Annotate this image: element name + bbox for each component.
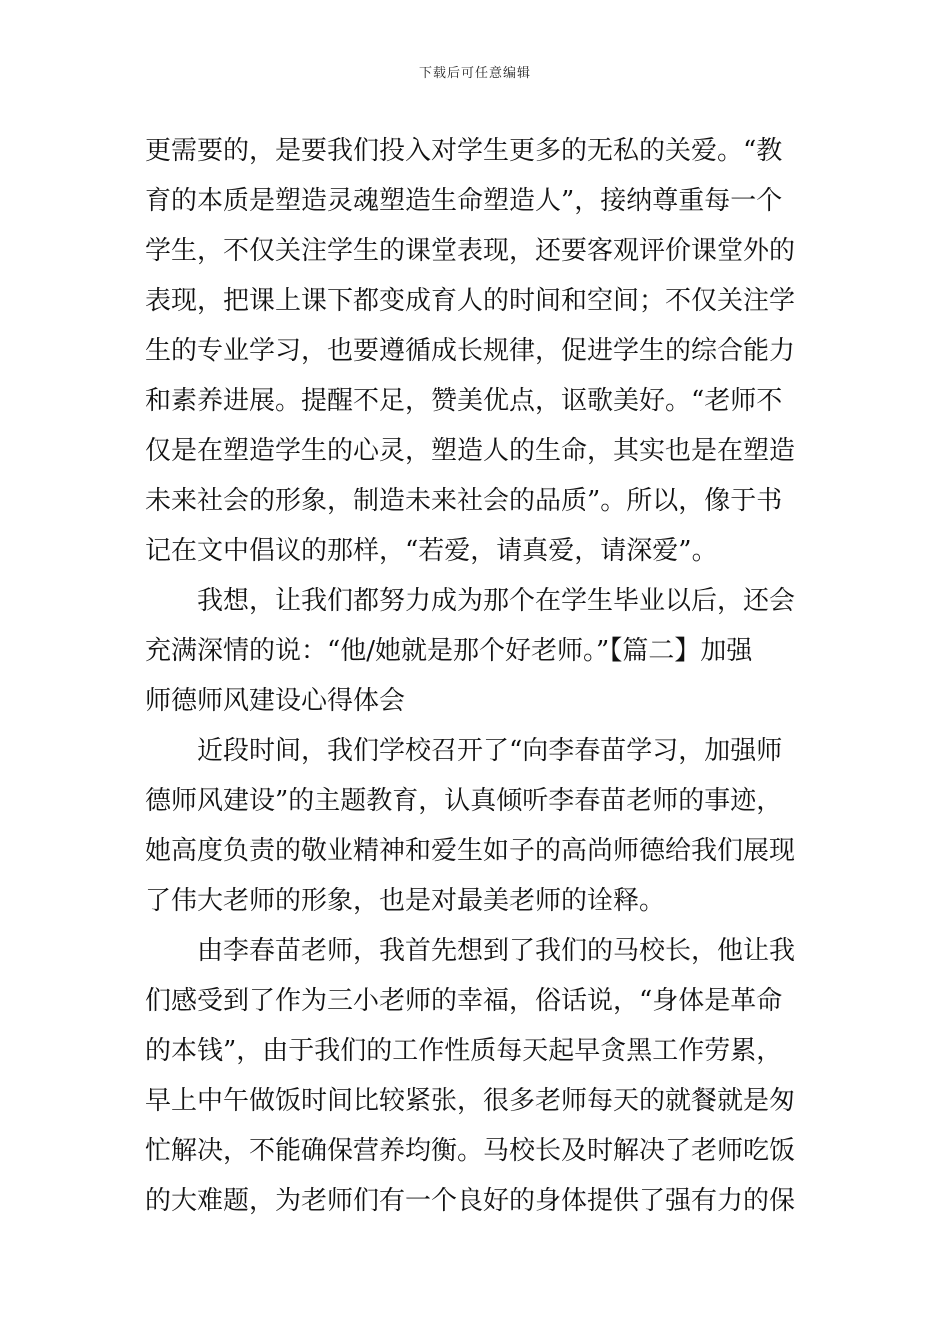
text-line: 的大难题，为老师们有一个良好的身体提供了强有力的保 [145, 1186, 796, 1216]
text-line: 充满深情的说：“他/她就是那个好老师。”【篇二】加强 [145, 636, 753, 666]
text-line: 师德师风建设心得体会 [145, 686, 406, 716]
text-line: 忙解决，不能确保营养均衡。马校长及时解决了老师吃饭 [145, 1136, 796, 1166]
text-line: 们感受到了作为三小老师的幸福，俗话说，“身体是革命 [145, 986, 783, 1016]
text-line: 她高度负责的敬业精神和爱生如子的高尚师德给我们展现 [145, 836, 796, 866]
text-line: 表现，把课上课下都变成育人的时间和空间；不仅关注学 [145, 286, 796, 316]
paragraph-start-line: 近段时间，我们学校召开了“向李春苗学习，加强师 [197, 736, 783, 766]
text-line: 记在文中倡议的那样，“若爱，请真爱，请深爱”。 [145, 536, 718, 566]
page-header-note: 下载后可任意编辑 [418, 66, 531, 81]
paragraph-start-line: 我想，让我们都努力成为那个在学生毕业以后，还会 [197, 586, 796, 616]
text-line: 学生，不仅关注学生的课堂表现，还要客观评价课堂外的 [145, 236, 796, 266]
paragraph-start-line: 由李春苗老师，我首先想到了我们的马校长，他让我 [197, 936, 796, 966]
text-line: 德师风建设”的主题教育，认真倾听李春苗老师的事迹， [145, 786, 783, 816]
text-line: 生的专业学习，也要遵循成长规律，促进学生的综合能力 [145, 336, 796, 366]
document-body [145, 126, 820, 1226]
text-line: 的本钱”，由于我们的工作性质每天起早贪黑工作劳累， [145, 1036, 783, 1066]
text-line: 未来社会的形象，制造未来社会的品质”。所以，像于书 [145, 486, 783, 516]
text-line: 早上中午做饭时间比较紧张，很多老师每天的就餐就是匆 [145, 1086, 796, 1116]
text-line: 仅是在塑造学生的心灵，塑造人的生命，其实也是在塑造 [145, 436, 796, 466]
text-line: 了伟大老师的形象，也是对最美老师的诠释。 [145, 886, 666, 916]
text-line: 更需要的，是要我们投入对学生更多的无私的关爱。“教 [145, 136, 783, 166]
text-line: 育的本质是塑造灵魂塑造生命塑造人”，接纳尊重每一个 [145, 186, 783, 216]
text-line: 和素养进展。提醒不足，赞美优点，讴歌美好。“老师不 [145, 386, 783, 416]
